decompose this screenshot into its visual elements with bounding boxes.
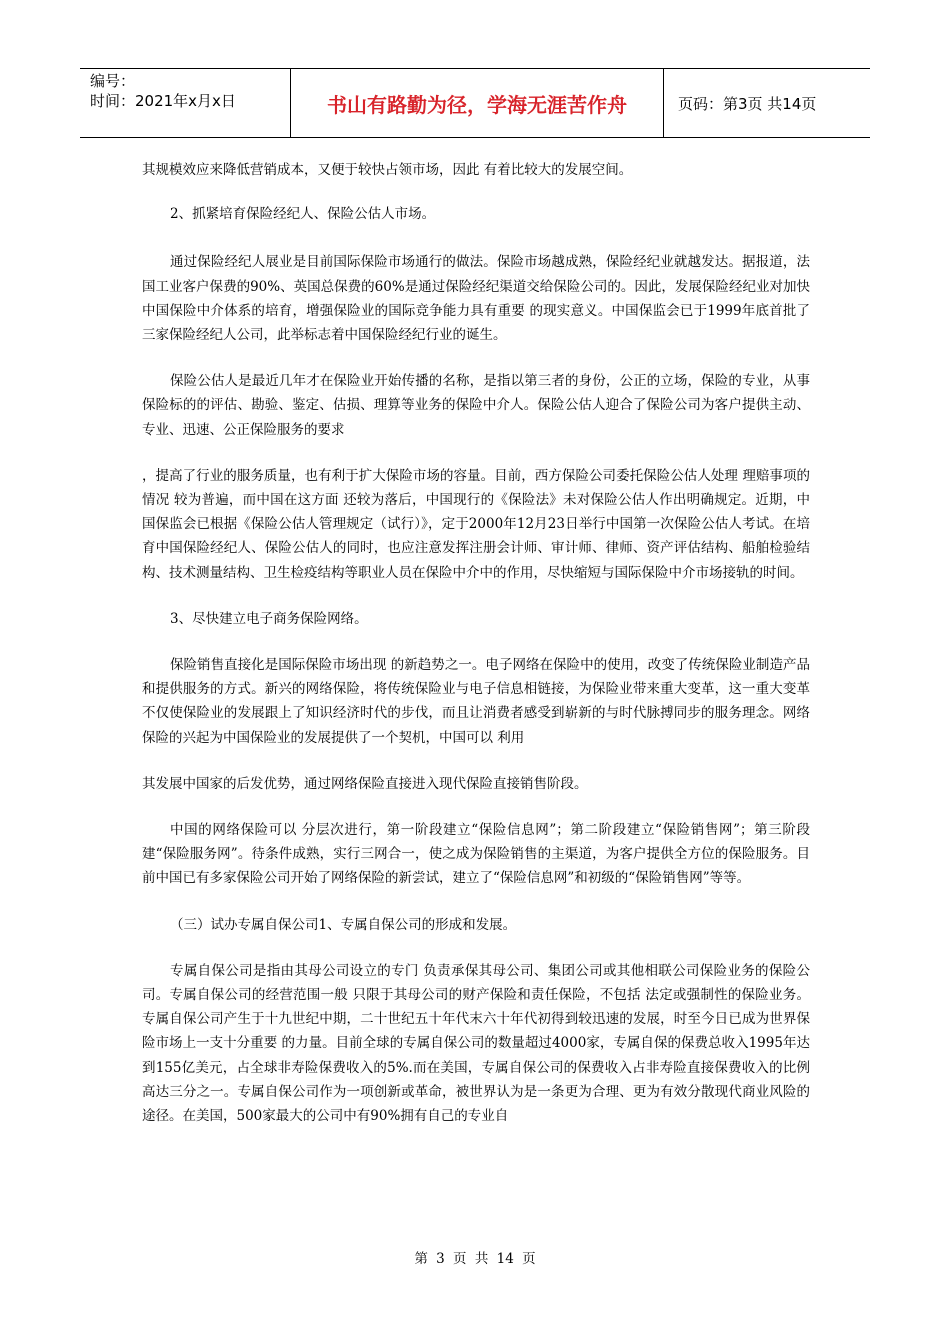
paragraph-8: 其发展中国家的后发优势，通过网络保险直接进入现代保险直接销售阶段。 [142,775,588,792]
paragraph-6-heading: 3、尽快建立电子商务保险网络。 [170,610,368,627]
paragraph-4: 保险公估人是最近几年才在保险业开始传播的名称，是指以第三者的身份，公正的立场，保险的专业，从事保险标的的评估、勘验、鉴定、估损、理算等业务的保险中介人。保险公估人迎合了保险公司为客户提供主动、专业、迅速、公正保险服务的要求 [142,373,810,438]
paragraph-3: 通过保险经纪人展业是目前国际保险市场通行的做法。保险市场越成熟，保险经纪业就越发达。据报道，法国工业客户保费的90%、英国总保费的60%是通过保险经纪渠道交给保险公司的。因此，发展保险经纪业对加快中国保险中介体系的培育，增强保险业的国际竞争能力具有重要 的现实意义。中国保监会已于1999年底首批了三家保险经纪人公司，此举标志着中国保险经纪行业的诞生。 [142,254,810,344]
paragraph-5: ，提高了行业的服务质量，也有利于扩大保险市场的容量。目前，西方保险公司委托保险公估人处理 理赔事项的情况 较为普遍，而中国在这方面 还较为落后，中国现行的《保险法》未对保险公估人作出明确规定。近期，中国保监会已根据《保险公估人管理规定（试行）》，定于2000年12月23日举行中国第一次保险公估人考试。在培育中国保险经纪人、保险公估人的同时，也应注意发挥注册会计师、审计师、律师、资产评估结构、船舶检验结构、技术测量结构、卫生检疫结构等职业人员在保险中介中的作用，尽快缩短与国际保险中介市场接轨的时间。 [142,467,810,581]
header-page-label: 页码：第3页 共14页 [678,94,817,113]
time-label: 时间：2021年x月x日 [90,92,236,110]
header-meta [80,69,291,137]
number-label: 编号： [90,72,136,90]
page-footer: 第 3 页 共 14 页 [414,1251,536,1267]
paragraph-1: 其规模效应来降低营销成本，又便于较快占领市场，因此 有着比较大的发展空间。 [142,162,633,178]
paragraph-2-heading: 2、抓紧培育保险经纪人、保险公估人市场。 [170,206,436,223]
document-body [142,158,810,1128]
paragraph-11: 专属自保公司是指由其母公司设立的专门 负责承保其母公司、集团公司或其他相联公司保险业务的保险公司。专属自保公司的经营范围一般 只限于其母公司的财产保险和责任保险，不包括 法定或强制性的保险业务。专属自保公司产生于十九世纪中期，二十世纪五十年代末六十年代初得到较迅速的发展，时至今日已成为世界保险市场上一支十分重要 的力量。目前全球的专属自保公司的数量超过4000家，专属自保的保费总收入1995年达到155亿美元，占全球非寿险保费收入的5%.而在美国，专属自保公司的保费收入占非寿险直接保费收入的比例高达三分之一。专属自保公司作为一项创新或革命，被世界认为是一条更为合理、更为有效分散现代商业风险的途径。在美国，500家最大的公司中有90%拥有自己的专业自 [142,962,810,1125]
paragraph-10-heading: （三）试办专属自保公司1、专属自保公司的形成和发展。 [170,916,517,933]
paragraph-7: 保险销售直接化是国际保险市场出现 的新趋势之一。电子网络在保险中的使用，改变了传统保险业制造产品和提供服务的方式。新兴的网络保险，将传统保险业与电子信息相链接，为保险业带来重大变革，这一重大变革不仅使保险业的发展跟上了知识经济时代的步伐，而且让消费者感受到崭新的与时代脉搏同步的服务理念。网络保险的兴起为中国保险业的发展提供了一个契机，中国可以 利用 [142,657,810,746]
header-motto: 书山有路勤为径，学海无涯苦作舟 [291,69,664,137]
paragraph-9: 中国的网络保险可以 分层次进行，第一阶段建立“保险信息网”；第二阶段建立“保险销售网”；第三阶段建“保险服务网”。待条件成熟，实行三网合一，使之成为保险销售的主渠道，为客户提供全方位的保险服务。目前中国已有多家保险公司开始了网络保险的新尝试，建立了“保险信息网”和初级的“保险销售网”等等。 [142,822,810,887]
page-header [80,68,870,138]
